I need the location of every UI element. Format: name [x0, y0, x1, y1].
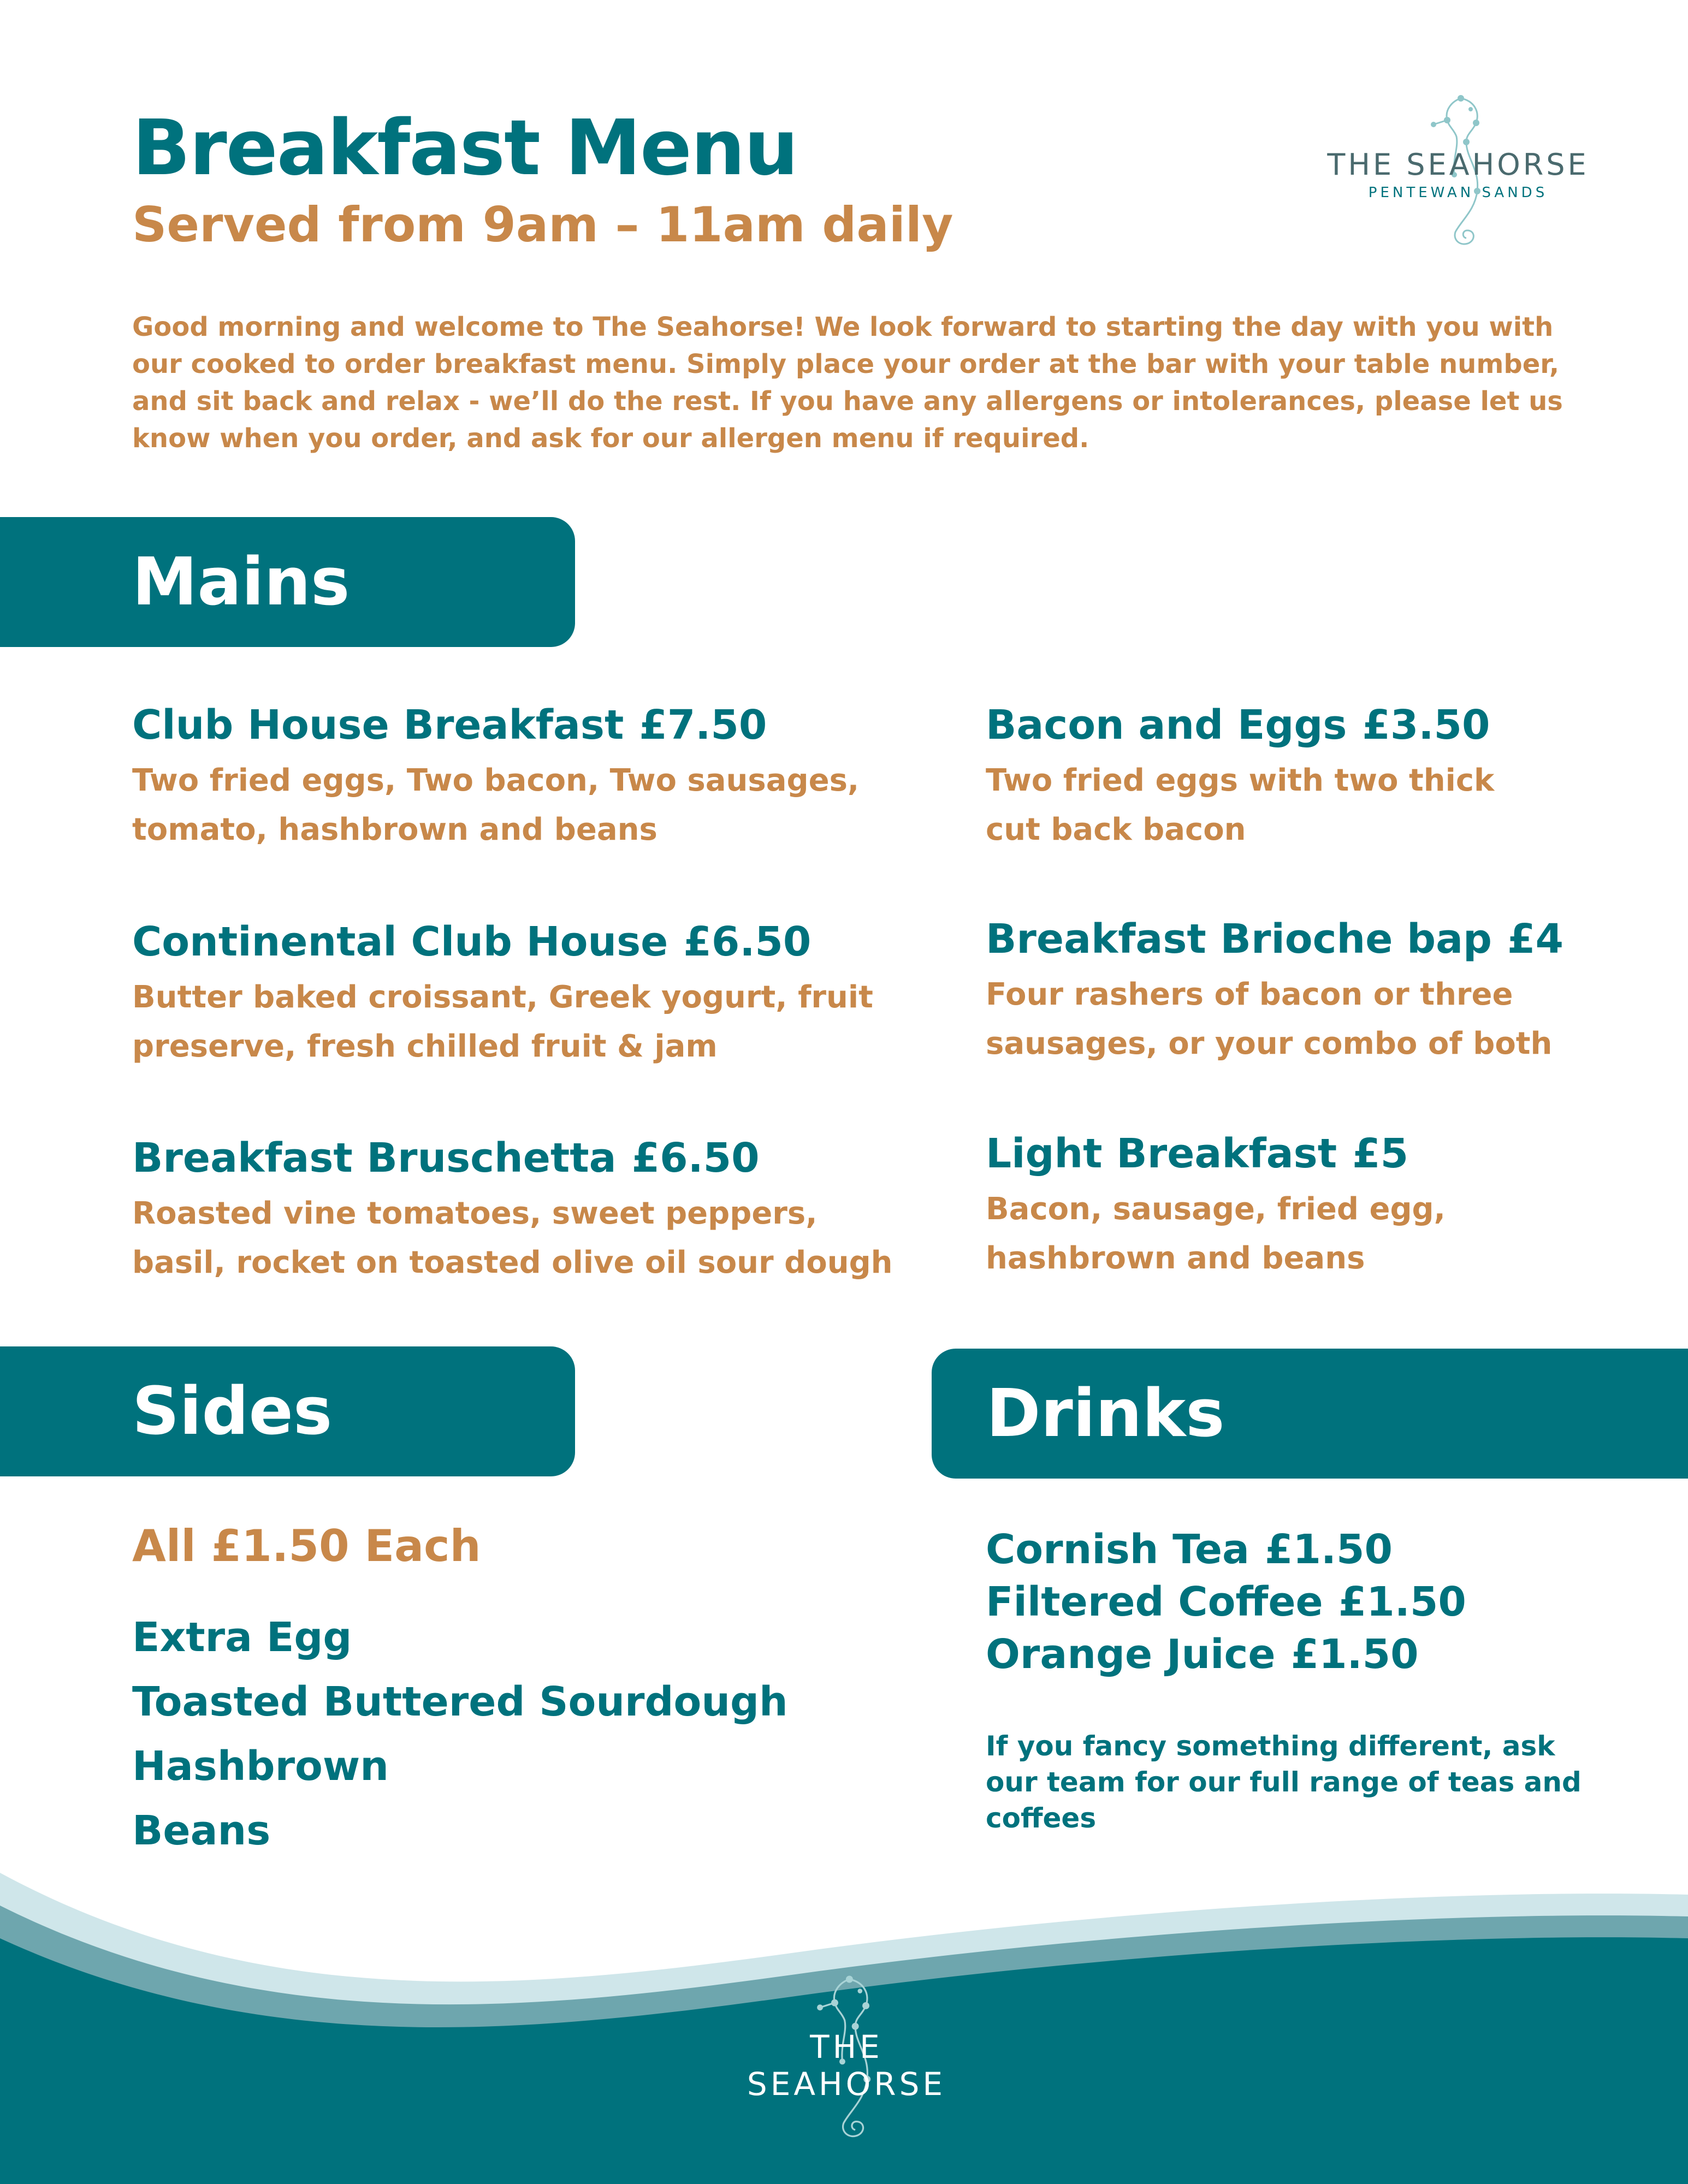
menu-item — [132, 702, 897, 854]
page-title: Breakfast Menu — [132, 104, 798, 193]
mains-heading: Mains — [132, 544, 350, 620]
footer-logo — [710, 1966, 983, 2151]
drinks-list — [986, 1523, 1466, 1681]
menu-item — [986, 702, 1614, 854]
list-item: Extra Egg — [132, 1614, 352, 1661]
item-price: £4 — [1507, 916, 1564, 963]
intro-text: Good morning and welcome to The Seahorse! We look forward to starting the day with you with our cooked to order breakfast menu. Simply place your order at the bar with your table number, and sit back and relax - we’ll do the rest. If you have any allergens or intolerances, please let us know when you order, and ask for our allergen menu if required. — [132, 312, 1563, 454]
item-name: Continental Club House — [132, 918, 668, 965]
list-item: Beans — [132, 1807, 271, 1854]
item-description: Butter baked croissant, Greek yogurt, fruit preserve, fresh chilled fruit & jam — [132, 980, 873, 1064]
menu-item — [132, 1135, 897, 1287]
item-description: Four rashers of bacon or three sausages, or your combo of both — [986, 977, 1553, 1061]
brand-location: PENTEWAN SANDS — [1368, 185, 1548, 201]
brand-name: THE SEAHORSE — [1327, 147, 1589, 182]
drink-name: Filtered Coffee — [986, 1578, 1323, 1625]
item-price: £6.50 — [683, 918, 812, 965]
sides-banner — [0, 1346, 575, 1476]
item-description: Two fried eggs, Two bacon, Two sausages, tomato, hashbrown and beans — [132, 763, 860, 847]
sides-list — [132, 1605, 788, 1863]
list-item: Hashbrown — [132, 1743, 389, 1790]
item-name: Bacon and Eggs — [986, 702, 1347, 749]
list-item — [986, 1576, 1466, 1628]
drinks-banner — [932, 1349, 1688, 1479]
list-item — [986, 1628, 1466, 1681]
drink-name: Cornish Tea — [986, 1526, 1249, 1573]
item-name: Breakfast Brioche bap — [986, 916, 1492, 963]
sides-heading: Sides — [132, 1373, 333, 1450]
item-description: Roasted vine tomatoes, sweet peppers, basil, rocket on toasted olive oil sour dough — [132, 1196, 893, 1280]
drinks-heading: Drinks — [986, 1375, 1225, 1452]
drink-price: £1.50 — [1290, 1631, 1419, 1678]
item-price: £6.50 — [631, 1135, 760, 1182]
item-name: Breakfast Bruschetta — [132, 1135, 617, 1182]
item-name: Light Breakfast — [986, 1130, 1337, 1177]
list-item: Toasted Buttered Sourdough — [132, 1678, 788, 1725]
item-price: £3.50 — [1362, 702, 1490, 749]
drink-price: £1.50 — [1264, 1526, 1393, 1573]
serving-hours: Served from 9am – 11am daily — [132, 197, 953, 253]
item-name: Club House Breakfast — [132, 702, 624, 749]
item-price: £5 — [1352, 1130, 1409, 1177]
sides-price-note: All £1.50 Each — [132, 1521, 481, 1571]
list-item — [986, 1523, 1466, 1576]
footer-brand-name: THE SEAHORSE — [747, 2028, 946, 2103]
item-price: £7.50 — [639, 702, 767, 749]
menu-item — [986, 1130, 1614, 1283]
mains-banner — [0, 517, 575, 647]
brand-logo — [1327, 87, 1589, 257]
menu-item — [986, 916, 1614, 1069]
drink-price: £1.50 — [1338, 1578, 1466, 1625]
drink-name: Orange Juice — [986, 1631, 1276, 1678]
menu-item — [132, 918, 897, 1071]
item-description: Two fried eggs with two thick cut back bacon — [986, 763, 1495, 847]
item-description: Bacon, sausage, fried egg, hashbrown and beans — [986, 1191, 1446, 1276]
drinks-note: If you fancy something different, ask our team for our full range of teas and coffees — [986, 1730, 1582, 1834]
